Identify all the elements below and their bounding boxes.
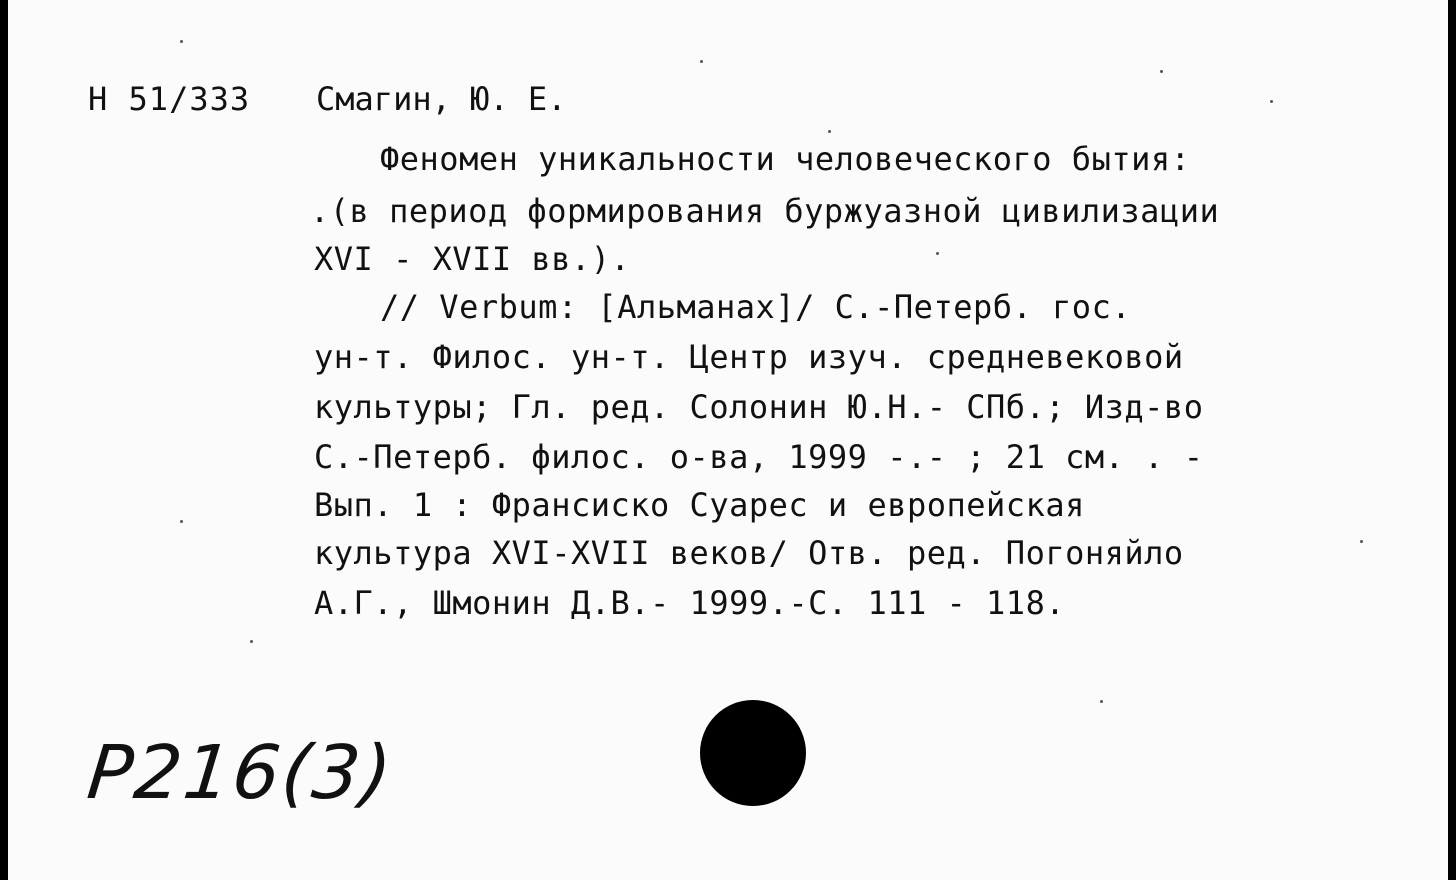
description-line: .(в период формирования буржуазной цивилизации: [310, 192, 1220, 230]
author-heading: Смагин, Ю. Е.: [316, 80, 567, 118]
punch-hole: [700, 700, 806, 806]
description-line: XVI - XVII вв.).: [314, 240, 631, 278]
scan-speck: [250, 640, 253, 643]
scan-speck: [180, 520, 183, 523]
scan-speck: [1270, 100, 1273, 103]
card-left-edge: [0, 0, 8, 880]
description-line: культуры; Гл. ред. Солонин Ю.Н.- СПб.; Изд-во: [314, 388, 1204, 426]
description-line: культура XVI-XVII веков/ Отв. ред. Погоняйло: [314, 534, 1184, 572]
description-line: С.-Петерб. филос. о-ва, 1999 -.- ; 21 см. . -: [314, 438, 1204, 476]
handwritten-shelf-mark: P216(3): [83, 730, 398, 816]
description-line: Вып. 1 : Франсиско Суарес и европейская: [314, 486, 1085, 524]
call-number: Н 51/333: [88, 80, 251, 118]
description-line: // Verbum: [Альманах]/ С.-Петерб. гос.: [380, 288, 1132, 326]
description-line: ун-т. Филос. ун-т. Центр изуч. средневековой: [314, 338, 1184, 376]
description-line: А.Г., Шмонин Д.В.- 1999.-С. 111 - 118.: [314, 584, 1066, 622]
scan-speck: [180, 40, 183, 43]
scan-speck: [1160, 70, 1163, 73]
scan-speck: [1360, 540, 1363, 543]
scan-speck: [700, 60, 703, 63]
scan-speck: [936, 252, 939, 255]
scan-speck: [828, 130, 831, 133]
scan-speck: [1100, 700, 1103, 703]
card-right-edge: [1448, 0, 1456, 880]
description-line: Феномен уникальности человеческого бытия:: [380, 140, 1191, 178]
